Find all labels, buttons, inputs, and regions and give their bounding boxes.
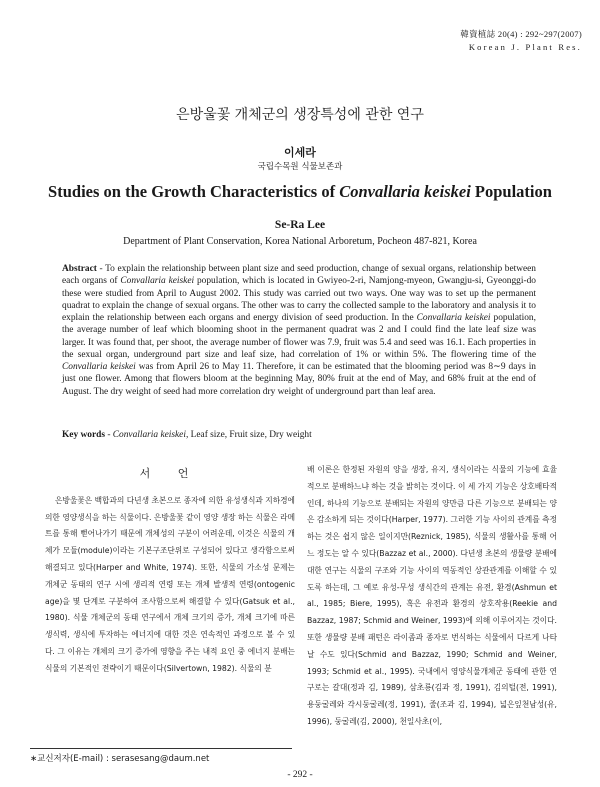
abstract-species-2: Convallaria keiskei <box>416 313 491 323</box>
abstract-text-4: was from April 26 to May 11. Therefore, it can be estimated that the blooming period was 8∼9 days in just one flower. Among that flowers bloom at the beginning May, 80% fruit at the end of May, and 68% fruit at the end of August. The dry weight of seed had more correlation dry weight of underground part than leaf area. <box>62 362 536 397</box>
abstract-text-2: population, which is located in Gwiyeo-2-ri, Namjong-myeon, Gwangju-si, Gyeonggi-do these were studied from April to August 2002. This study was carried out two ways. One way was to set up the permanent quadrat to explain the change of sexual organs. The other was to carry the collected sample to the laboratory and analysis it to explain the relationship between each organs and energy division of seed production. In the <box>62 276 536 323</box>
abstract <box>62 263 536 398</box>
korean-title: 은방울꽃 개체군의 생장특성에 관한 연구 <box>176 107 424 123</box>
english-affiliation: Department of Plant Conservation, Korea National Arboretum, Pocheon 487-821, Korea <box>123 236 477 247</box>
keywords-dash: - <box>104 430 113 440</box>
english-title <box>0 182 600 202</box>
korean-author: 이세라 <box>284 146 316 159</box>
right-paragraph: 배 이론은 한정된 자원의 양을 생장, 유지, 생식이라는 식물의 기능에 효율적으로 분배하느냐 하는 것을 밝히는 것이다. 이 세 가지 기능은 상호배타적인데, 하나의 기능으로 분배되는 자원의 양만큼 다른 기능으로 분배되는 양은 감소하게 되는 것이다(Harper, 1977). 그러한 기능 사이의 관계를 측정하는 것은 쉽지 않은 일이지만(Reznick, 1985), 식물의 생활사를 통해 어느 정도는 알 수 있다(Bazzaz et al., 2000). 다년생 초본의 생물량 분배에 대한 연구는 식물의 구조와 기능 사이의 역동적인 상관관계를 이해할 수 있도록 하는데, 그 예로 유성-무성 생식간의 관계는 유전, 환경(Ashmun et al., 1985; Biere, 1995), 혹은 유전과 환경의 상호작용(Reekie and Bazzaz, 1987; Schmid and Weiner, 1993)에 의해 이루어지는 것이다. 또한 생물량 분배 패턴은 라이좀과 종자로 번식하는 식물에서 다르게 나타날 수도 있다(Schmid and Bazzaz, 1990; Schmid and Weiner, 1993; Schmid et al., 1995). 국내에서 영양식물개체군 동태에 관한 연구로는 갈대(정과 김, 1989), 삼초룡(김과 정, 1991), 김의털(전, 1991), 용둥굴레와 각시둥굴레(정, 1991), 줄(조과 김, 1994), 넓은잎천남성(유, 1996), 둥굴레(김, 2000), 천일사초(이, <box>307 465 557 726</box>
journal-citation: 韓資植誌 20(4) : 292~297(2007) <box>460 29 582 39</box>
footnote: ∗교신저자(E-mail) : serasesang@daum.net <box>30 754 210 764</box>
left-column <box>45 462 295 678</box>
journal-name: Korean J. Plant Res. <box>468 42 582 52</box>
korean-affiliation: 국립수목원 식물보존과 <box>257 162 343 172</box>
left-paragraph: 은방울꽃은 백합과의 다년생 초본으로 종자에 의한 유성생식과 지하경에 의한 영양생식을 하는 식물이다. 은방울꽃 같이 영양 생장 하는 식물은 라메트를 통해 뻗어나가기 때문에 개체성의 구분이 어려운데, 이것은 식물의 개체가 모듈(module)이라는 기본구조단위로 구성되어 있다고 생각함으로써 해결되고 있다(Harper and White, 1974). 또한, 식물의 가소성 문제는 개체군 동태의 연구 시에 생리적 연령 또는 개체 발생적 연령(ontogenic age)을 몇 단계로 구분하여 조사함으로써 해결할 수 있다(Gatsuk et al., 1980). 식물 개체군의 동태 연구에서 개체 크기의 증가, 개체 크기에 따른 생식력, 생식에 투자하는 에너지에 대한 것은 연속적인 과정으로 볼 수 있다. 그 이유는 개체의 크기 증가에 영향을 주는 내적 요인 중 에너지 분배는 식물의 기본적인 전략이기 때문이다(Silvertown, 1982). 식물의 분 <box>45 495 295 673</box>
abstract-label: Abstract <box>62 264 97 274</box>
abstract-species-1: Convallaria keiskei <box>120 276 195 287</box>
keywords-species: Convallaria keiskei <box>112 430 186 440</box>
abstract-text-1: - To explain the relationship between plant size and seed production, change of sexual organs, relationship between each organs of <box>62 264 536 287</box>
abstract-text-3: population, the average number of leaf which blooming shoot in the permanent quadrat was 2 and I could find the late leaf size was larger. It was found that, per shoot, the average number of flower was 7.9, fruit was 5.4 and seed was 16.1. Each properties in the sexual organ, underground part size and leaf size, had correlation of 1% or within 5%. The flowering time of the <box>62 313 536 360</box>
keywords <box>62 430 536 440</box>
page-number: - 292 - <box>287 770 313 780</box>
english-title-suffix: Population <box>470 182 552 201</box>
english-title-prefix: Studies on the Growth Characteristics of <box>48 182 340 201</box>
section-title: 서 언 <box>139 467 201 480</box>
english-author: Se-Ra Lee <box>274 219 326 231</box>
keywords-rest: , Leaf size, Fruit size, Dry weight <box>185 430 312 440</box>
english-title-species: Convallaria keiskei <box>339 182 471 201</box>
right-column <box>307 462 557 731</box>
abstract-species-3: Convallaria keiskei <box>62 362 136 372</box>
keywords-label: Key words <box>62 430 105 440</box>
journal-reference <box>460 28 582 54</box>
footnote-divider <box>30 748 292 749</box>
